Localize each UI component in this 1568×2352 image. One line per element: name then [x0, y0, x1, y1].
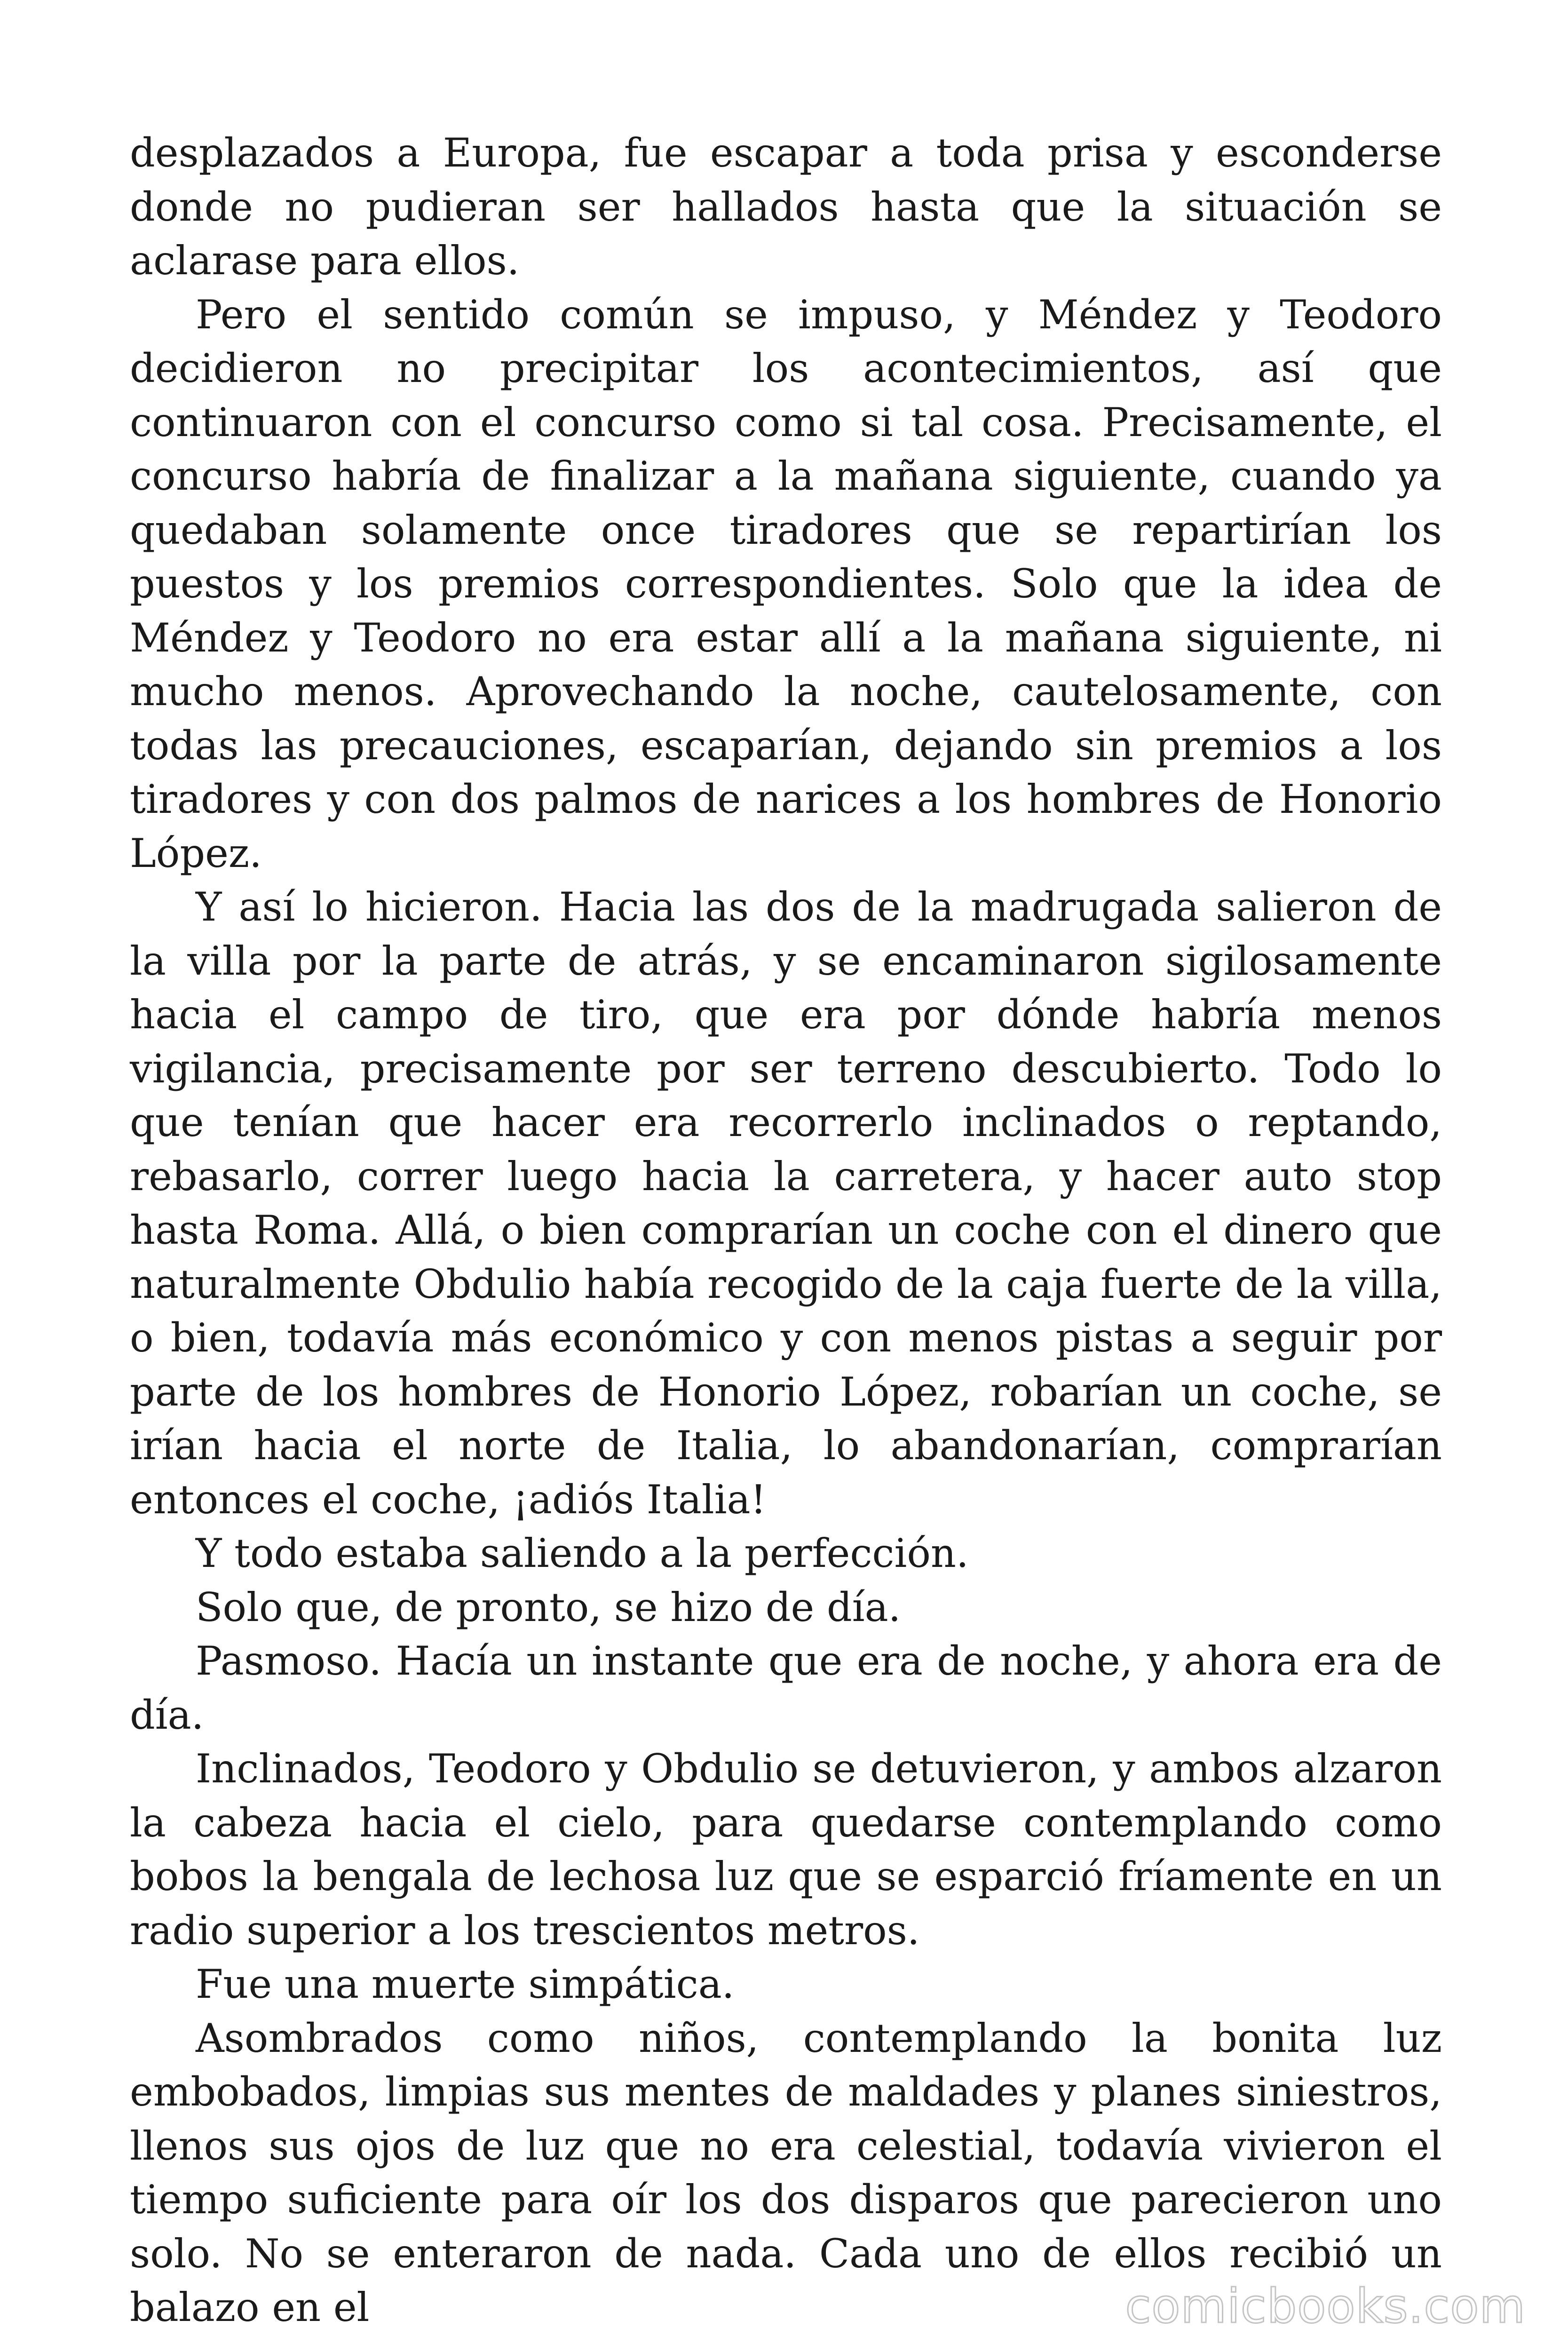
- paragraph: Inclinados, Teodoro y Obdulio se detuvieron, y ambos alzaron la cabeza hacia el cielo, para quedarse contemplando como bobos la bengala de lechosa luz que se esparció fríamente en un radio superior a los trescientos metros.: [130, 1746, 1442, 1954]
- paragraph: Y todo estaba saliendo a la perfección.: [196, 1530, 969, 1576]
- paragraph: Asombrados como niños, contemplando la bonita luz embobados, limpias sus mentes de maldades y planes siniestros, llenos sus ojos de luz que no era celestial, todavía vivieron el tiempo suficiente para oír los dos disparos que parecieron uno solo. No se enteraron de nada. Cada uno de ellos recibió un balazo en el: [130, 2015, 1442, 2330]
- watermark: comicbooks.com: [1125, 2279, 1526, 2334]
- paragraph: Y así lo hicieron. Hacia las dos de la madrugada salieron de la villa por la parte de atrás, y se encaminaron sigilosamente hacia el campo de tiro, que era por dónde habría menos vigilancia, precisamente por ser terreno descubierto. Todo lo que tenían que hacer era recorrerlo inclinados o reptando, rebasarlo, correr luego hacia la carretera, y hacer auto stop hasta Roma. Allá, o bien comprarían un coche con el dinero que naturalmente Obdulio había recogido de la caja fuerte de la villa, o bien, todavía más económico y con menos pistas a seguir por parte de los hombres de Honorio López, robarían un coche, se irían hacia el norte de Italia, lo abandonarían, comprarían entonces el coche, ¡adiós Italia!: [130, 884, 1442, 1523]
- paragraph: Pasmoso. Hacía un instante que era de noche, y ahora era de día.: [130, 1638, 1442, 1738]
- paragraph: Solo que, de pronto, se hizo de día.: [196, 1584, 901, 1630]
- paragraph: Fue una muerte simpática.: [196, 1961, 735, 2007]
- paragraph-continuation: desplazados a Europa, fue escapar a toda prisa y esconderse donde no pudieran ser hallados hasta que la situación se aclarase para ellos.: [130, 130, 1442, 284]
- body-text: [130, 126, 1442, 2335]
- paragraph: Pero el sentido común se impuso, y Méndez y Teodoro decidieron no precipitar los acontecimientos, así que continuaron con el concurso como si tal cosa. Precisamente, el concurso habría de finalizar a la mañana siguiente, cuando ya quedaban solamente once tiradores que se repartirían los puestos y los premios correspondientes. Solo que la idea de Méndez y Teodoro no era estar allí a la mañana siguiente, ni mucho menos. Aprovechando la noche, cautelosamente, con todas las precauciones, escaparían, dejando sin premios a los tiradores y con dos palmos de narices a los hombres de Honorio López.: [130, 291, 1442, 876]
